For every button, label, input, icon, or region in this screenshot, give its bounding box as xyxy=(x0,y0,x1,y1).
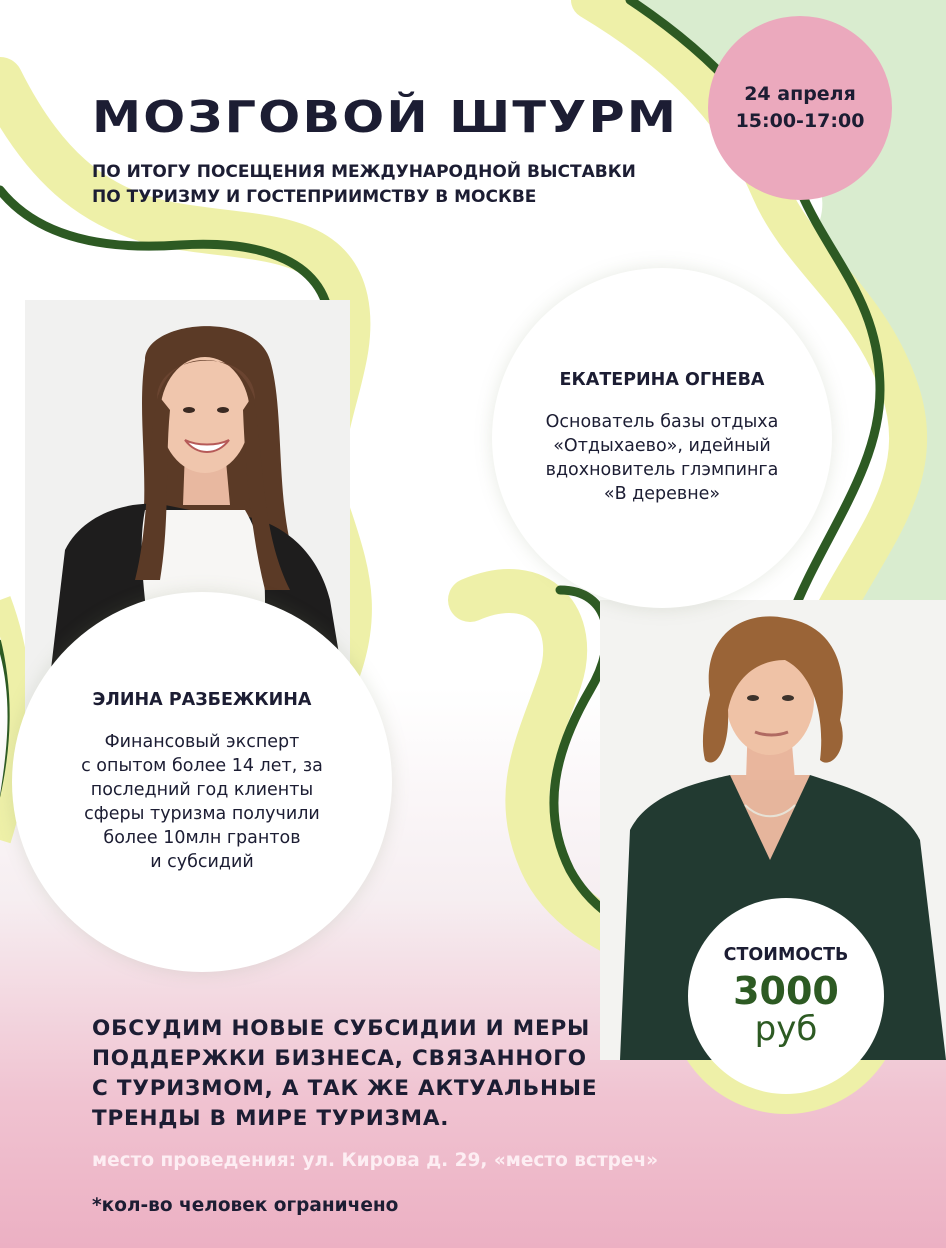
page-title: МОЗГОВОЙ ШТУРМ xyxy=(92,92,679,143)
speaker-card-ekaterina xyxy=(492,268,832,608)
subtitle-line: ПО ТУРИЗМУ И ГОСТЕПРИИМСТВУ В МОСКВЕ xyxy=(92,187,537,207)
speaker-name: ЕКАТЕРИНА ОГНЕВА xyxy=(559,370,765,390)
subtitle-line: ПО ИТОГУ ПОСЕЩЕНИЯ МЕЖДУНАРОДНОЙ ВЫСТАВКИ xyxy=(92,162,636,182)
discussion-line: ОБСУДИМ НОВЫЕ СУБСИДИИ И МЕРЫ xyxy=(92,1016,591,1041)
limit-note: *кол-во человек ограничено xyxy=(92,1195,399,1216)
price-label: СТОИМОСТЬ xyxy=(723,945,849,965)
description-line: сферы туризма получили xyxy=(84,804,320,824)
description-line: с опытом более 14 лет, за xyxy=(81,756,323,776)
event-date: 24 апреля xyxy=(744,83,856,105)
description-line: вдохновитель глэмпинга xyxy=(545,460,779,480)
page-subtitle xyxy=(92,160,712,210)
discussion-line: ТРЕНДЫ В МИРЕ ТУРИЗМА. xyxy=(92,1106,450,1131)
event-time: 15:00-17:00 xyxy=(735,110,865,132)
venue-text: место проведения: ул. Кирова д. 29, «место встреч» xyxy=(92,1150,659,1171)
speaker-description xyxy=(81,730,323,874)
description-line: более 10млн грантов xyxy=(103,828,301,848)
speaker-name: ЭЛИНА РАЗБЕЖКИНА xyxy=(92,690,312,710)
price-value: 3000 xyxy=(733,969,839,1013)
description-line: последний год клиенты xyxy=(90,780,314,800)
speaker-description xyxy=(546,410,779,506)
price-badge xyxy=(688,898,884,1094)
price-unit: руб xyxy=(754,1009,818,1049)
description-line: Финансовый эксперт xyxy=(104,732,300,752)
discussion-line: ПОДДЕРЖКИ БИЗНЕСА, СВЯЗАННОГО xyxy=(92,1046,587,1071)
discussion-text xyxy=(92,1014,672,1134)
description-line: «Отдыхаево», идейный xyxy=(553,436,771,456)
speaker-card-elina xyxy=(12,592,392,972)
discussion-line: С ТУРИЗМОМ, А ТАК ЖЕ АКТУАЛЬНЫЕ xyxy=(92,1076,598,1101)
date-badge xyxy=(708,16,892,200)
description-line: «В деревне» xyxy=(603,484,721,504)
description-line: и субсидий xyxy=(150,852,254,872)
description-line: Основатель базы отдыха xyxy=(545,412,779,432)
